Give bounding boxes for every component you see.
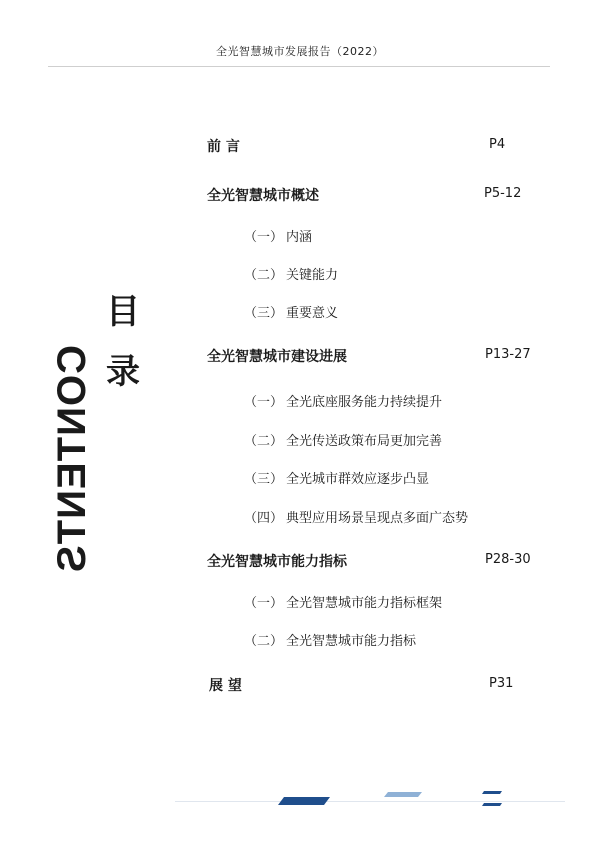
toc-item-title[interactable]: 全光城市群效应逐步凸显 (286, 472, 430, 487)
footer-bar-dark (278, 797, 330, 805)
toc-item-number: （一） (244, 230, 284, 245)
toc-section-title[interactable]: 全光智慧城市建设进展 (207, 349, 347, 365)
toc-item-title[interactable]: 全光智慧城市能力指标框架 (286, 596, 443, 611)
contents-vertical-label: CONTENTS (50, 345, 94, 573)
toc-section-page: P31 (489, 676, 514, 691)
toc-item-title[interactable]: 典型应用场景呈现点多面广态势 (286, 511, 469, 526)
footer-bar-dark-bottom (482, 803, 502, 806)
toc-item-title[interactable]: 全光传送政策布局更加完善 (286, 434, 443, 449)
toc-heading-char-2: 录 (106, 352, 140, 392)
toc-item-number: （四） (244, 511, 284, 526)
toc-section-title[interactable]: 全光智慧城市能力指标 (207, 554, 347, 570)
toc-section-title[interactable]: 展 望 (209, 678, 242, 694)
footer-bar-dark-small (482, 791, 502, 794)
toc-section-title[interactable]: 前 言 (207, 139, 240, 155)
toc-section-page: P4 (489, 137, 506, 152)
toc-section-title[interactable]: 全光智慧城市概述 (207, 188, 319, 204)
toc-item-number: （三） (244, 306, 284, 321)
toc-item-title[interactable]: 关键能力 (286, 268, 339, 283)
footer-decoration (270, 788, 510, 814)
toc-heading-char-1: 目 (106, 292, 140, 332)
toc-item-title[interactable]: 全光底座服务能力持续提升 (286, 395, 443, 410)
toc-item-title[interactable]: 全光智慧城市能力指标 (286, 634, 417, 649)
toc-item-number: （一） (244, 596, 284, 611)
toc-item-number: （二） (244, 268, 284, 283)
page-header-title: 全光智慧城市发展报告（2022） (216, 45, 384, 58)
toc-section-page: P28-30 (485, 552, 531, 567)
footer-bar-light (384, 792, 422, 797)
toc-section-page: P13-27 (485, 347, 531, 362)
toc-item-title[interactable]: 内涵 (286, 230, 313, 245)
toc-item-number: （二） (244, 634, 284, 649)
toc-item-number: （一） (244, 395, 284, 410)
toc-item-number: （三） (244, 472, 284, 487)
toc-item-title[interactable]: 重要意义 (286, 306, 339, 321)
toc-section-page: P5-12 (484, 186, 522, 201)
toc-item-number: （二） (244, 434, 284, 449)
